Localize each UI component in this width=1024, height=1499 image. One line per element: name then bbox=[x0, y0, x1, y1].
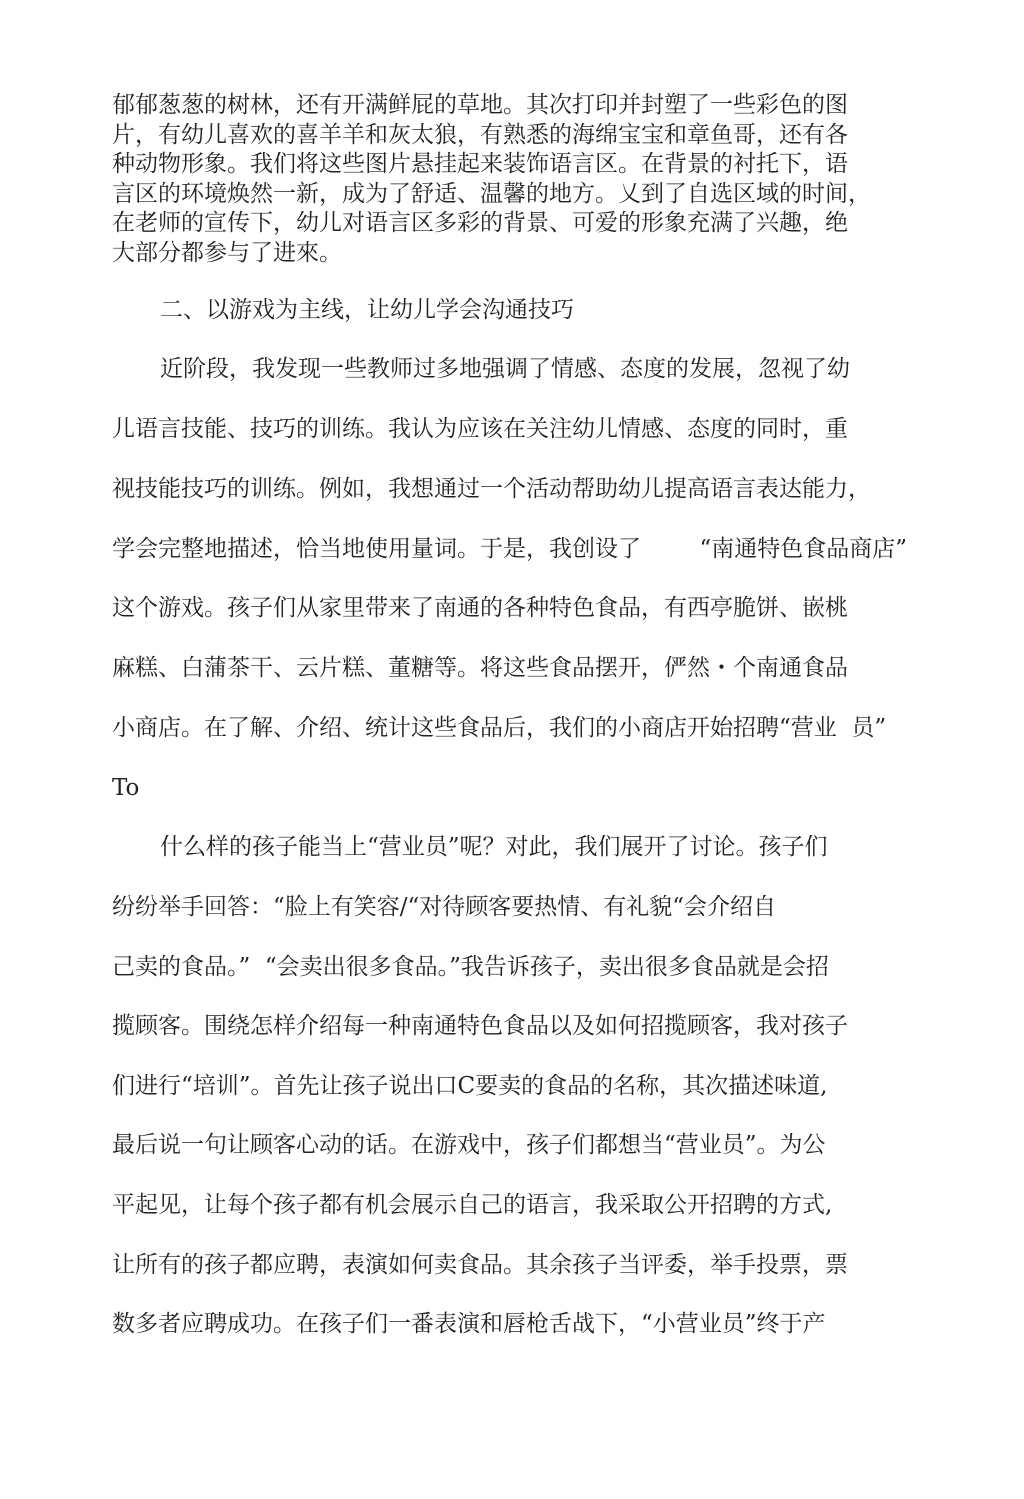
text-line: 郁郁葱葱的树林，还有开满鲜屁的草地。其次打印并封塑了一些彩色的图 bbox=[112, 92, 848, 118]
text-line: 大部分都参与了进來。 bbox=[112, 240, 342, 266]
text-line: To bbox=[112, 775, 140, 801]
text-line: 学会完整地描述，恰当地使用量词。于是，我创设了 “南通特色食品商店” bbox=[112, 536, 908, 562]
section-heading: 二、以游戏为主线，让幼儿学会沟通技巧 bbox=[160, 297, 574, 323]
text-line: 数多者应聘成功。在孩子们一番表演和唇枪舌战下，“小营业员”终于产 bbox=[112, 1311, 826, 1337]
text-line: 种动物形象。我们将这些图片悬挂起来装饰语言区。在背景的衬托下，语 bbox=[112, 151, 848, 177]
text-line: 片，有幼儿喜欢的喜羊羊和灰太狼，有熟悉的海绵宝宝和章鱼哥，还有各 bbox=[112, 122, 848, 148]
text-line: 平起见，让每个孩子都有机会展示自己的语言，我采取公开招聘的方式, bbox=[112, 1192, 833, 1218]
text-line: 最后说一句让顾客心动的话。在游戏中，孩子们都想当“营业员”。为公 bbox=[112, 1132, 826, 1158]
text-line: 视技能技巧的训练。例如，我想通过一个活动帮助幼儿提高语言表达能力， bbox=[112, 476, 871, 502]
text-line: 近阶段，我发现一些教师过多地强调了情感、态度的发展，忽视了幼 bbox=[160, 356, 850, 382]
text-line: 麻糕、白蒲茶干、云片糕、董糖等。将这些食品摆开，俨然・个南通食品 bbox=[112, 655, 848, 681]
text-line: 们进行“培训”。首先让孩子说出口C要卖的食品的名称，其次描述味道, bbox=[112, 1073, 828, 1099]
text-line: 什么样的孩子能当上“营业员”呢？对此，我们展开了讨论。孩子们 bbox=[160, 834, 828, 860]
text-line: 己卖的食品。” “会卖出很多食品。”我告诉孩子，卖出很多食品就是会招 bbox=[112, 954, 829, 980]
text-line: 让所有的孩子都应聘，表演如何卖食品。其余孩子当评委，举手投票，票 bbox=[112, 1252, 848, 1278]
text-line: 揽顾客。围绕怎样介绍每一种南通特色食品以及如何招揽顾客，我对孩子 bbox=[112, 1013, 848, 1039]
text-line: 这个游戏。孩子们从家里带来了南通的各种特色食品，有西亭脆饼、嵌桃 bbox=[112, 595, 848, 621]
text-line: 儿语言技能、技巧的训练。我认为应该在关注幼儿情感、态度的同时，重 bbox=[112, 416, 848, 442]
text-line: 小商店。在了解、介绍、统计这些食品后，我们的小商店开始招聘“营业 员” bbox=[112, 715, 887, 741]
text-line: 言区的环境焕然一新，成为了舒适、温馨的地方。乂到了自选区域的时间， bbox=[112, 181, 871, 207]
text-line: 纷纷举手回答：“脸上有笑容/“对待顾客要热情、有礼貌“会介绍自 bbox=[112, 894, 777, 920]
text-line: 在老师的宣传下，幼儿对语言区多彩的背景、可爱的形象充满了兴趣，绝 bbox=[112, 210, 848, 236]
